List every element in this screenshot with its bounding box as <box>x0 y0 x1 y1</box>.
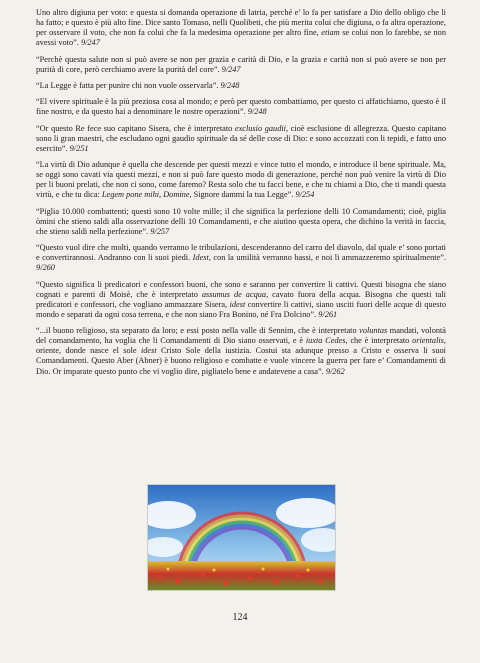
text-segment: “La virtù di Dio adunque è quella che descende per questi mezzi e vince tutto el mondo, e introduce il bene spirituale. Ma, se oggi sono cavati via questi mezzi, e non si può fare questo modo di generazione, perché non può venire la virtù di Dio per li buoni prelati, che non ci sono, come faremo? Resta solo che tu facci bene, e che tu chiami a Dio, che ti mandi questa virtù, e che tu dica: <box>36 160 446 200</box>
italic-text: Idest <box>192 253 209 263</box>
italic-text: iuxta Cedes <box>305 336 346 346</box>
paragraph <box>36 207 446 237</box>
text-segment: , Signore dammi la tua Legge”. <box>189 190 296 200</box>
italic-text: etiam <box>321 28 340 38</box>
italic-text: Legem pone mihi, Domine <box>101 190 190 200</box>
italic-text: 9/260 <box>36 263 55 273</box>
text-segment: Cristo Sole della iustizia. Costui sta adunque presso a Cristo e osserva li suoi Comandamenti. Questo Aber (Abner) è buono religioso e combatte e vuole vincere la guerra per fare e’ Comandamenti di Dio. Or imparate questo punto che vi voglio dire, pigliatelo bene e andatevene a casa”. <box>36 346 446 376</box>
paragraph <box>36 243 446 273</box>
text-segment: “El vivere spirituale è la più preziosa cosa al mondo; e però per questo combattiamo, per questo ci affatichiamo, questo è il fine nostro, e da questo hai a denominare le nostre operazioni”. <box>36 97 446 117</box>
italic-text: orientalis <box>412 336 444 346</box>
paragraph <box>36 97 446 117</box>
paragraph <box>36 81 446 91</box>
text-segment: , cavato fuora della acqua. Bisogna che questi tali predicatori e confessori, che vogliano ammazzare Sisera, <box>36 289 446 309</box>
italic-text: 9/248 <box>220 80 240 90</box>
text-segment: “...il buono religioso, sta separato da loro; e essi posto nella valle di Sennim, che è interpretato <box>36 326 360 336</box>
paragraph <box>36 124 446 154</box>
italic-text: idest <box>229 299 246 309</box>
text-segment: Uno altro digiuna per voto: e questa si domanda operazione di latria, perché e’ lo fa per satisfare a Dio dello obligo che li ha fatto; e questo è più alto fine. Dice santo Tomaso, nelli Quolibeti, che più merita colui che digiuna, o fa altra operazione, per osservare il voto, che non fa colui che fa la medesima operazione per altro fine, <box>36 8 446 38</box>
rainbow-meadow-image <box>147 484 336 591</box>
italic-text: idest <box>140 346 157 356</box>
text-segment: , cioè esclusione di allegrezza. Questo capitano sono li gran maestri, che escludano ogni gaudio spirituale da sé delle cose di Dio: e sono accozzati con li tepidi, e fatto uno esercito”. <box>36 123 446 153</box>
paragraph <box>36 55 446 75</box>
italic-text: 9/257 <box>150 226 170 236</box>
paragraph <box>36 326 446 376</box>
italic-text: assumus de acqua <box>201 289 267 299</box>
paragraph <box>36 160 446 200</box>
text-segment: , con la umilità verranno bassi, e noi li ammazzeremo spiritualmente”. <box>208 253 446 263</box>
text-segment: , che è interpretato <box>345 336 413 346</box>
italic-text: 9/261 <box>318 309 338 319</box>
text-segment: mandati, volontà del comandamento, ha voglia che li Comandamenti di Dio siano osservati, e è <box>36 326 446 346</box>
text-segment: “Or questo Re fece suo capitano Sisera, che è interpretato <box>36 123 235 133</box>
text-segment: convertire li cattivi, siano usciti fuori delle acque di questo mondo e separati da ogni cosa terrena, e che non siano Fra Bonino, né Fra Dolcino”. <box>36 299 446 319</box>
italic-text: 9/254 <box>295 190 315 200</box>
italic-text: 9/251 <box>69 143 89 153</box>
page-number: 124 <box>232 612 248 623</box>
paragraph <box>36 8 446 48</box>
text-segment: “La Legge è fatta per punire chi non vuole osservarla”. <box>36 80 221 90</box>
text-segment: “Questo vuol dire che molti, quando verranno le tribulazioni, descenderanno del carro del diavolo, dal quale e’ sono portati e convertirannosi. Andranno con li suoi piedi. <box>36 243 446 263</box>
italic-text: exclusio gaudii <box>234 123 286 133</box>
text-segment: “Perchè questa salute non si può avere se non per grazia e carità di Dio, e la grazia e carità non si può avere se non per purità di core, però cerchiamo avere la purità del core”. <box>36 54 446 74</box>
italic-text: voluntas <box>359 326 388 336</box>
italic-text: 9/247 <box>80 38 100 48</box>
text-segment: , oriente, donde nasce el sole <box>36 336 446 356</box>
paragraph <box>36 280 446 320</box>
text-segment: se colui non lo farebbe, se non avessi voto”. <box>36 28 446 48</box>
document-body <box>36 8 446 383</box>
italic-text: 9/248 <box>247 107 267 117</box>
italic-text: 9/262 <box>325 366 345 376</box>
italic-text: 9/247 <box>221 64 241 74</box>
text-segment: “Piglia 10.000 combattenti; questi sono 10 volte mille; il che significa la perfezione delli 10 Comandamenti; cioè, piglia òmini che stieno saldi alla osservazione delli 10 Comandamenti, e che aiutino questa opera, che dichino la verità in faccia, che stieno saldi nella perfezione”. <box>36 206 446 236</box>
text-segment: “Questo significa li predicatori e confessori buoni, che sono e saranno per convertire li cattivi. Questi bisogna che siano cognati e parenti di Moisè, che è interpretato <box>36 279 446 299</box>
